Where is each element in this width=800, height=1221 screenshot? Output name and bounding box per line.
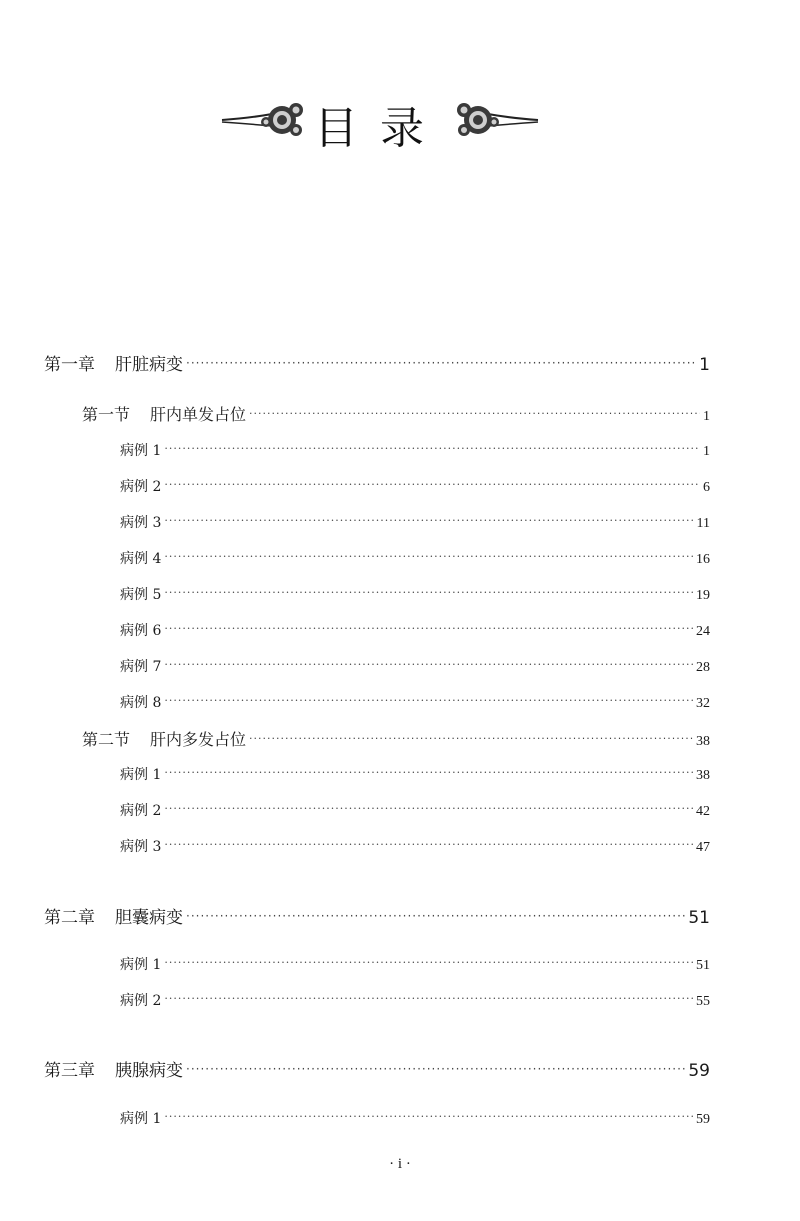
page-number: 59 bbox=[696, 1112, 710, 1127]
section-number: 第一节 bbox=[82, 405, 131, 424]
case-label: 病例 1 bbox=[120, 443, 162, 459]
case-label: 病例 1 bbox=[120, 767, 162, 783]
toc-case[interactable] bbox=[120, 836, 710, 856]
toc-case[interactable] bbox=[120, 800, 710, 820]
section-title: 肝内单发占位 bbox=[150, 405, 247, 424]
toc-case[interactable] bbox=[120, 990, 710, 1010]
case-label: 病例 2 bbox=[120, 803, 162, 819]
case-label: 病例 2 bbox=[120, 993, 162, 1009]
dot-leader bbox=[164, 992, 693, 1005]
toc-case[interactable] bbox=[120, 692, 710, 712]
dot-leader bbox=[186, 1062, 685, 1076]
page-number: 24 bbox=[696, 624, 710, 639]
dot-leader bbox=[164, 622, 693, 635]
toc-chapter-3[interactable] bbox=[44, 1056, 710, 1081]
dot-leader bbox=[164, 802, 693, 815]
page-number: 32 bbox=[696, 696, 710, 711]
section-title: 肝内多发占位 bbox=[150, 730, 247, 749]
dot-leader bbox=[249, 407, 700, 420]
page-number: 42 bbox=[696, 804, 710, 819]
dot-leader bbox=[186, 909, 685, 923]
toc-section-2[interactable] bbox=[82, 727, 710, 750]
toc-case[interactable] bbox=[120, 440, 710, 460]
chapter-number: 第二章 bbox=[44, 908, 95, 928]
chapter-title: 肝脏病变 bbox=[115, 355, 183, 375]
case-label: 病例 2 bbox=[120, 479, 162, 495]
section-number: 第二节 bbox=[82, 730, 131, 749]
chapter-title: 胰腺病变 bbox=[115, 1061, 183, 1081]
page-number: 47 bbox=[696, 840, 710, 855]
case-label: 病例 7 bbox=[120, 659, 162, 675]
page-number: 16 bbox=[696, 552, 710, 567]
case-label: 病例 6 bbox=[120, 623, 162, 639]
case-label: 病例 1 bbox=[120, 1111, 162, 1127]
page-title: 目录 bbox=[314, 103, 446, 154]
page-footer-number: · i · bbox=[389, 1156, 411, 1172]
dot-leader bbox=[164, 694, 693, 707]
page-number: 28 bbox=[696, 660, 710, 675]
case-label: 病例 8 bbox=[120, 695, 162, 711]
toc-section-1[interactable] bbox=[82, 402, 710, 425]
page-number: 51 bbox=[696, 958, 710, 973]
toc-chapter-2[interactable] bbox=[44, 903, 710, 928]
dot-leader bbox=[164, 838, 693, 851]
dot-leader bbox=[164, 550, 693, 563]
dot-leader bbox=[164, 586, 693, 599]
case-label: 病例 1 bbox=[120, 957, 162, 973]
dot-leader bbox=[164, 514, 693, 527]
toc-case[interactable] bbox=[120, 1108, 710, 1128]
toc-case[interactable] bbox=[120, 764, 710, 784]
dot-leader bbox=[186, 356, 696, 370]
case-label: 病例 5 bbox=[120, 587, 162, 603]
page-number: 38 bbox=[696, 768, 710, 783]
dot-leader bbox=[164, 442, 700, 455]
page-number: 1 bbox=[703, 444, 710, 459]
page-number: 59 bbox=[688, 1061, 710, 1081]
case-label: 病例 4 bbox=[120, 551, 162, 567]
toc-case[interactable] bbox=[120, 476, 710, 496]
toc-case[interactable] bbox=[120, 584, 710, 604]
dot-leader bbox=[164, 658, 693, 671]
toc-case[interactable] bbox=[120, 512, 710, 532]
toc-case[interactable] bbox=[120, 548, 710, 568]
case-label: 病例 3 bbox=[120, 839, 162, 855]
toc-case[interactable] bbox=[120, 656, 710, 676]
page-number: 55 bbox=[696, 994, 710, 1009]
page-number: 1 bbox=[699, 355, 710, 375]
page-number: 6 bbox=[703, 480, 710, 495]
page-number: 38 bbox=[696, 734, 710, 749]
toc-case[interactable] bbox=[120, 620, 710, 640]
dot-leader bbox=[164, 766, 693, 779]
chapter-title: 胆囊病变 bbox=[115, 908, 183, 928]
page-number: 51 bbox=[688, 908, 710, 928]
page-number: 11 bbox=[696, 516, 710, 531]
dot-leader bbox=[249, 732, 693, 745]
chapter-number: 第一章 bbox=[44, 355, 95, 375]
case-label: 病例 3 bbox=[120, 515, 162, 531]
page-number: 1 bbox=[703, 409, 710, 424]
dot-leader bbox=[164, 478, 700, 491]
dot-leader bbox=[164, 1110, 693, 1123]
dot-leader bbox=[164, 956, 693, 969]
chapter-number: 第三章 bbox=[44, 1061, 95, 1081]
page-number: 19 bbox=[696, 588, 710, 603]
toc-case[interactable] bbox=[120, 954, 710, 974]
toc-chapter-1[interactable] bbox=[44, 350, 710, 375]
